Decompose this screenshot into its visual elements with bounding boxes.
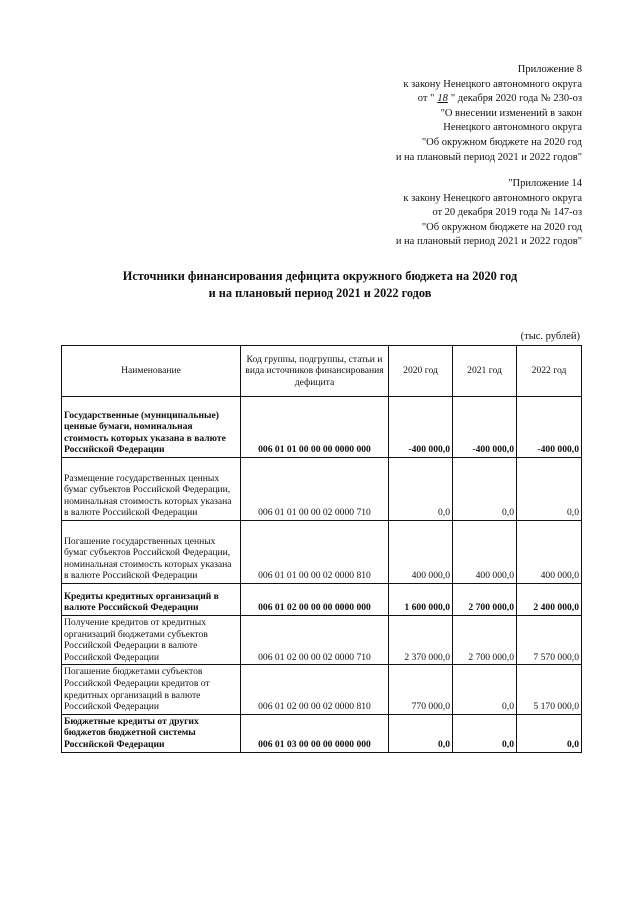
row-value-2022: 0,0: [517, 714, 582, 752]
row-value-2020: 770 000,0: [389, 665, 453, 714]
row-code: 006 01 02 00 00 02 0000 810: [241, 665, 389, 714]
header-code: Код группы, подгруппы, статьи и вида источников финансирования дефицита: [241, 346, 389, 397]
row-code: 006 01 01 00 00 02 0000 710: [241, 458, 389, 521]
row-name: Погашение государственных ценных бумаг субъектов Российской Федерации, номинальная стоимость которых указана в валюте Российской Федерации: [62, 521, 241, 584]
row-value-2020: 0,0: [389, 458, 453, 521]
appendix-8-date-line: [396, 92, 582, 107]
appendix-8-amend-okrug: Ненецкого автономного округа: [443, 122, 582, 134]
table-row: [62, 584, 582, 616]
row-name: Государственные (муниципальные) ценные бумаги, номинальная стоимость которых указана в валюте Российской Федерации: [62, 397, 241, 458]
row-name: Кредиты кредитных организаций в валюте Российской Федерации: [62, 584, 241, 616]
table-row: [62, 665, 582, 714]
table-row: [62, 616, 582, 665]
row-value-2020: -400 000,0: [389, 397, 453, 458]
row-name: Погашение бюджетами субъектов Российской Федерации кредитов от кредитных организаций в валюте Российской Федерации: [62, 665, 241, 714]
appendix-8-law-ref: к закону Ненецкого автономного округа: [403, 78, 582, 90]
row-value-2021: 0,0: [453, 714, 517, 752]
row-code: 006 01 02 00 00 02 0000 710: [241, 616, 389, 665]
handwritten-day: 18: [437, 93, 448, 105]
appendix-8-budget-title: "Об окружном бюджете на 2020 год: [421, 136, 582, 148]
appendix-14-period: и на плановый период 2021 и 2022 годов": [395, 236, 582, 248]
title-line-1: Источники финансирования дефицита окружного бюджета на 2020 год: [122, 269, 518, 283]
row-value-2021: 0,0: [453, 458, 517, 521]
row-name: Бюджетные кредиты от других бюджетов бюджетной системы Российской Федерации: [62, 714, 241, 752]
row-value-2022: -400 000,0: [517, 397, 582, 458]
appendix-8-amend-title: "О внесении изменений в закон: [440, 107, 582, 119]
row-code: 006 01 01 00 00 02 0000 810: [241, 521, 389, 584]
row-value-2020: 2 370 000,0: [389, 616, 453, 665]
table-row: [62, 397, 582, 458]
row-code: 006 01 02 00 00 00 0000 000: [241, 584, 389, 616]
row-value-2021: 2 700 000,0: [453, 616, 517, 665]
row-name: Получение кредитов от кредитных организаций бюджетами субъектов Российской Федерации в валюте Российской Федерации: [62, 616, 241, 665]
table-row: [62, 521, 582, 584]
financing-sources-table: [61, 345, 582, 753]
appendix-14-budget-title: "Об окружном бюджете на 2020 год: [421, 221, 582, 233]
appendix-14-number: "Приложение 14: [508, 178, 582, 189]
appendix-14-date: от 20 декабря 2019 года № 147-оз: [432, 207, 582, 219]
header-2022: 2022 год: [517, 346, 582, 397]
title-line-2: и на плановый период 2021 и 2022 годов: [208, 286, 432, 300]
row-value-2020: 0,0: [389, 714, 453, 752]
header-2020: 2020 год: [389, 346, 453, 397]
row-value-2022: 400 000,0: [517, 521, 582, 584]
row-value-2020: 1 600 000,0: [389, 584, 453, 616]
header-name: Наименование: [62, 346, 241, 397]
row-code: 006 01 03 00 00 00 0000 000: [241, 714, 389, 752]
row-value-2020: 400 000,0: [389, 521, 453, 584]
row-value-2022: 7 570 000,0: [517, 616, 582, 665]
table-row: [62, 714, 582, 752]
appendix-14-law-ref: к закону Ненецкого автономного округа: [403, 192, 582, 204]
table-header-row: [62, 346, 582, 397]
row-code: 006 01 01 00 00 00 0000 000: [241, 397, 389, 458]
row-value-2022: 5 170 000,0: [517, 665, 582, 714]
row-name: Размещение государственных ценных бумаг субъектов Российской Федерации, номинальная стоимость которых указана в валюте Российской Федерации: [62, 458, 241, 521]
row-value-2022: 0,0: [517, 458, 582, 521]
appendix-8-period: и на плановый период 2021 и 2022 годов": [395, 151, 582, 163]
row-value-2021: 2 700 000,0: [453, 584, 517, 616]
header-2021: 2021 год: [453, 346, 517, 397]
row-value-2021: 0,0: [453, 665, 517, 714]
date-prefix: от ": [417, 93, 435, 105]
appendix-14-header: [396, 177, 582, 250]
row-value-2021: 400 000,0: [453, 521, 517, 584]
units-label: (тыс. рублей): [520, 331, 580, 342]
appendix-8-number: Приложение 8: [517, 64, 582, 75]
table-row: [62, 458, 582, 521]
appendix-8-header: [396, 63, 582, 165]
date-suffix: " декабря 2020 года № 230-оз: [450, 93, 582, 105]
row-value-2022: 2 400 000,0: [517, 584, 582, 616]
row-value-2021: -400 000,0: [453, 397, 517, 458]
document-title: [0, 268, 640, 302]
